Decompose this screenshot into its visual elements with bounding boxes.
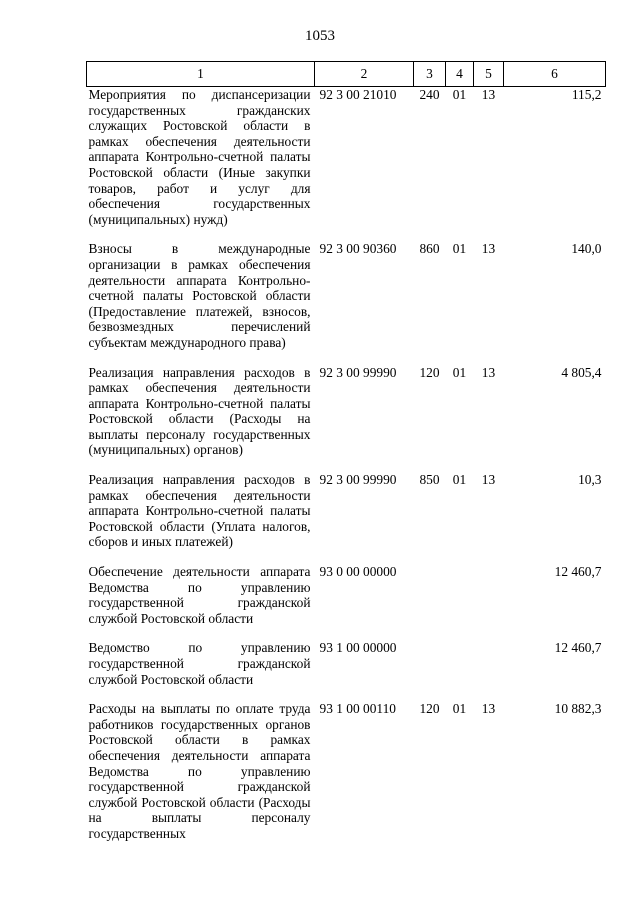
table-header <box>87 62 606 87</box>
row-subsection <box>474 640 504 701</box>
row-amount: 4 805,4 <box>561 364 602 380</box>
row-expense-type <box>414 640 446 701</box>
row-target-code: 92 3 00 99990 <box>319 472 397 488</box>
row-subsection: 13 <box>481 701 496 717</box>
row-amount: 140,0 <box>571 241 602 257</box>
table-body <box>87 87 606 856</box>
row-expense-type: 120 <box>419 701 440 717</box>
row-amount: 10,3 <box>578 472 602 488</box>
row-name: Реализация направления расходов в рамках обеспечения деятельности аппарата Контрольно-счетной палаты Ростовской области (Расходы на выплаты персоналу государственных (муниципальных) органов) <box>88 364 311 458</box>
row-section: 01 <box>452 472 467 488</box>
table-row <box>87 87 606 242</box>
row-expense-type: 240 <box>419 87 440 102</box>
row-name: Реализация направления расходов в рамках обеспечения деятельности аппарата Контрольно-счетной палаты Ростовской области (Уплата налогов, сборов и иных платежей) <box>88 472 311 550</box>
header-col-5: 5 <box>474 62 504 87</box>
table-row <box>87 365 606 473</box>
table-row <box>87 701 606 855</box>
row-subsection: 13 <box>481 241 496 257</box>
row-expense-type <box>414 564 446 640</box>
row-name: Мероприятия по диспансеризации государственных гражданских служащих Ростовской области в рамках обеспечения деятельности аппарата Контрольно-счетной палаты Ростовской области (Иные закупки товаров, работ и услуг для обеспечения государственных (муниципальных) нужд) <box>88 87 311 227</box>
header-col-2: 2 <box>315 62 414 87</box>
row-target-code: 93 1 00 00000 <box>319 640 397 656</box>
row-subsection <box>474 564 504 640</box>
row-name: Расходы на выплаты по оплате труда работников государственных органов Ростовской области в рамках обеспечения деятельности аппарата Ведомства по управлению государственной гражданской службой Ростовской области (Расходы на выплаты персоналу государственных <box>88 701 311 841</box>
row-name: Ведомство по управлению государственной гражданской службой Ростовской области <box>88 640 311 687</box>
row-name: Взносы в международные организации в рамках обеспечения деятельности аппарата Контрольно-счетной палаты Ростовской области (Предоставление платежей, взносов, безвозмездных перечислений субъектам международного права) <box>88 241 311 350</box>
row-subsection: 13 <box>481 364 496 380</box>
row-amount: 12 460,7 <box>554 564 602 580</box>
row-target-code: 93 1 00 00110 <box>319 701 396 717</box>
row-expense-type: 850 <box>419 472 440 488</box>
row-expense-type: 860 <box>419 241 440 257</box>
row-subsection: 13 <box>481 87 496 102</box>
header-row <box>87 62 606 87</box>
row-target-code: 92 3 00 99990 <box>319 364 397 380</box>
row-section <box>446 640 474 701</box>
budget-table <box>86 61 606 856</box>
row-subsection: 13 <box>481 472 496 488</box>
row-section: 01 <box>452 87 467 102</box>
header-col-3: 3 <box>414 62 446 87</box>
row-section: 01 <box>452 241 467 257</box>
row-target-code: 92 3 00 90360 <box>319 241 397 257</box>
table-row <box>87 640 606 701</box>
row-amount: 12 460,7 <box>554 640 602 656</box>
row-amount: 115,2 <box>571 87 602 102</box>
row-section <box>446 564 474 640</box>
table-row <box>87 472 606 564</box>
table-row <box>87 241 606 364</box>
page-number: 1053 <box>305 28 335 44</box>
row-target-code: 93 0 00 00000 <box>319 564 397 580</box>
header-col-6: 6 <box>504 62 606 87</box>
table-row <box>87 564 606 640</box>
row-name: Обеспечение деятельности аппарата Ведомства по управлению государственной гражданской службой Ростовской области <box>88 564 311 626</box>
row-section: 01 <box>452 701 467 717</box>
header-col-4: 4 <box>446 62 474 87</box>
row-amount: 10 882,3 <box>554 701 602 717</box>
row-target-code: 92 3 00 21010 <box>319 87 397 102</box>
row-section: 01 <box>452 364 467 380</box>
header-col-1: 1 <box>87 62 315 87</box>
row-expense-type: 120 <box>419 364 440 380</box>
